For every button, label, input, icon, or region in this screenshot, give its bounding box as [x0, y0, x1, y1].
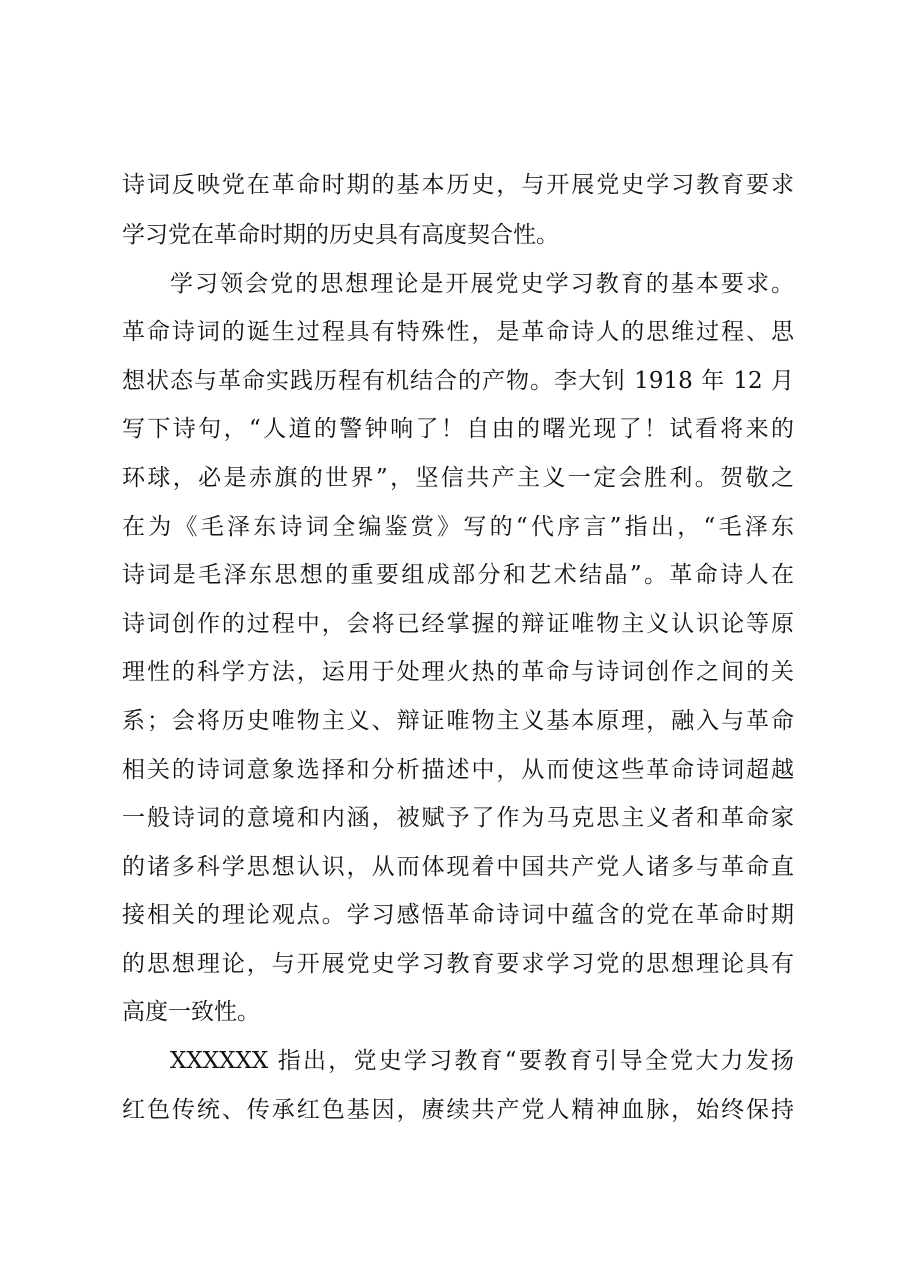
- text-line: 诗词是毛泽东思想的重要组成部分和艺术结晶”。革命诗人在: [122, 562, 794, 588]
- text-line: 诗词创作的过程中，会将已经掌握的辩证唯物主义认识论等原: [122, 611, 794, 637]
- text-line: 红色传统、传承红色基因，赓续共产党人精神血脉，始终保持: [122, 1097, 794, 1123]
- text-line: 写下诗句，“人道的警钟响了！自由的曙光现了！试看将来的: [122, 416, 794, 442]
- paragraph-first-line: XXXXXX 指出，党史学习教育“要教育引导全党大力发扬: [170, 1048, 794, 1074]
- text-line: 想状态与革命实践历程有机结合的产物。李大钊 1918 年 12 月: [122, 368, 794, 394]
- paragraph-first-line: 学习领会党的思想理论是开展党史学习教育的基本要求。: [170, 271, 794, 297]
- text-line: 的诸多科学思想认识，从而体现着中国共产党人诸多与革命直: [122, 854, 794, 880]
- text-line: 高度一致性。: [122, 999, 260, 1025]
- text-line: 理性的科学方法，运用于处理火热的革命与诗词创作之间的关: [122, 659, 794, 685]
- text-line: 学习党在革命时期的历史具有高度契合性。: [122, 222, 559, 248]
- text-line: 革命诗词的诞生过程具有特殊性，是革命诗人的思维过程、思: [122, 319, 794, 345]
- text-line: 相关的诗词意象选择和分析描述中，从而使这些革命诗词超越: [122, 757, 794, 783]
- text-line: 接相关的理论观点。学习感悟革命诗词中蕴含的党在革命时期: [122, 902, 794, 928]
- text-line: 系；会将历史唯物主义、辩证唯物主义基本原理，融入与革命: [122, 708, 794, 734]
- text-line: 诗词反映党在革命时期的基本历史，与开展党史学习教育要求: [122, 172, 794, 198]
- text-line: 在为《毛泽东诗词全编鉴赏》写的“代序言”指出，“毛泽东: [122, 514, 794, 540]
- text-line: 环球，必是赤旗的世界”，坚信共产主义一定会胜利。贺敬之: [122, 465, 794, 491]
- text-line: 的思想理论，与开展党史学习教育要求学习党的思想理论具有: [122, 951, 794, 977]
- text-line: 一般诗词的意境和内涵，被赋予了作为马克思主义者和革命家: [122, 805, 794, 831]
